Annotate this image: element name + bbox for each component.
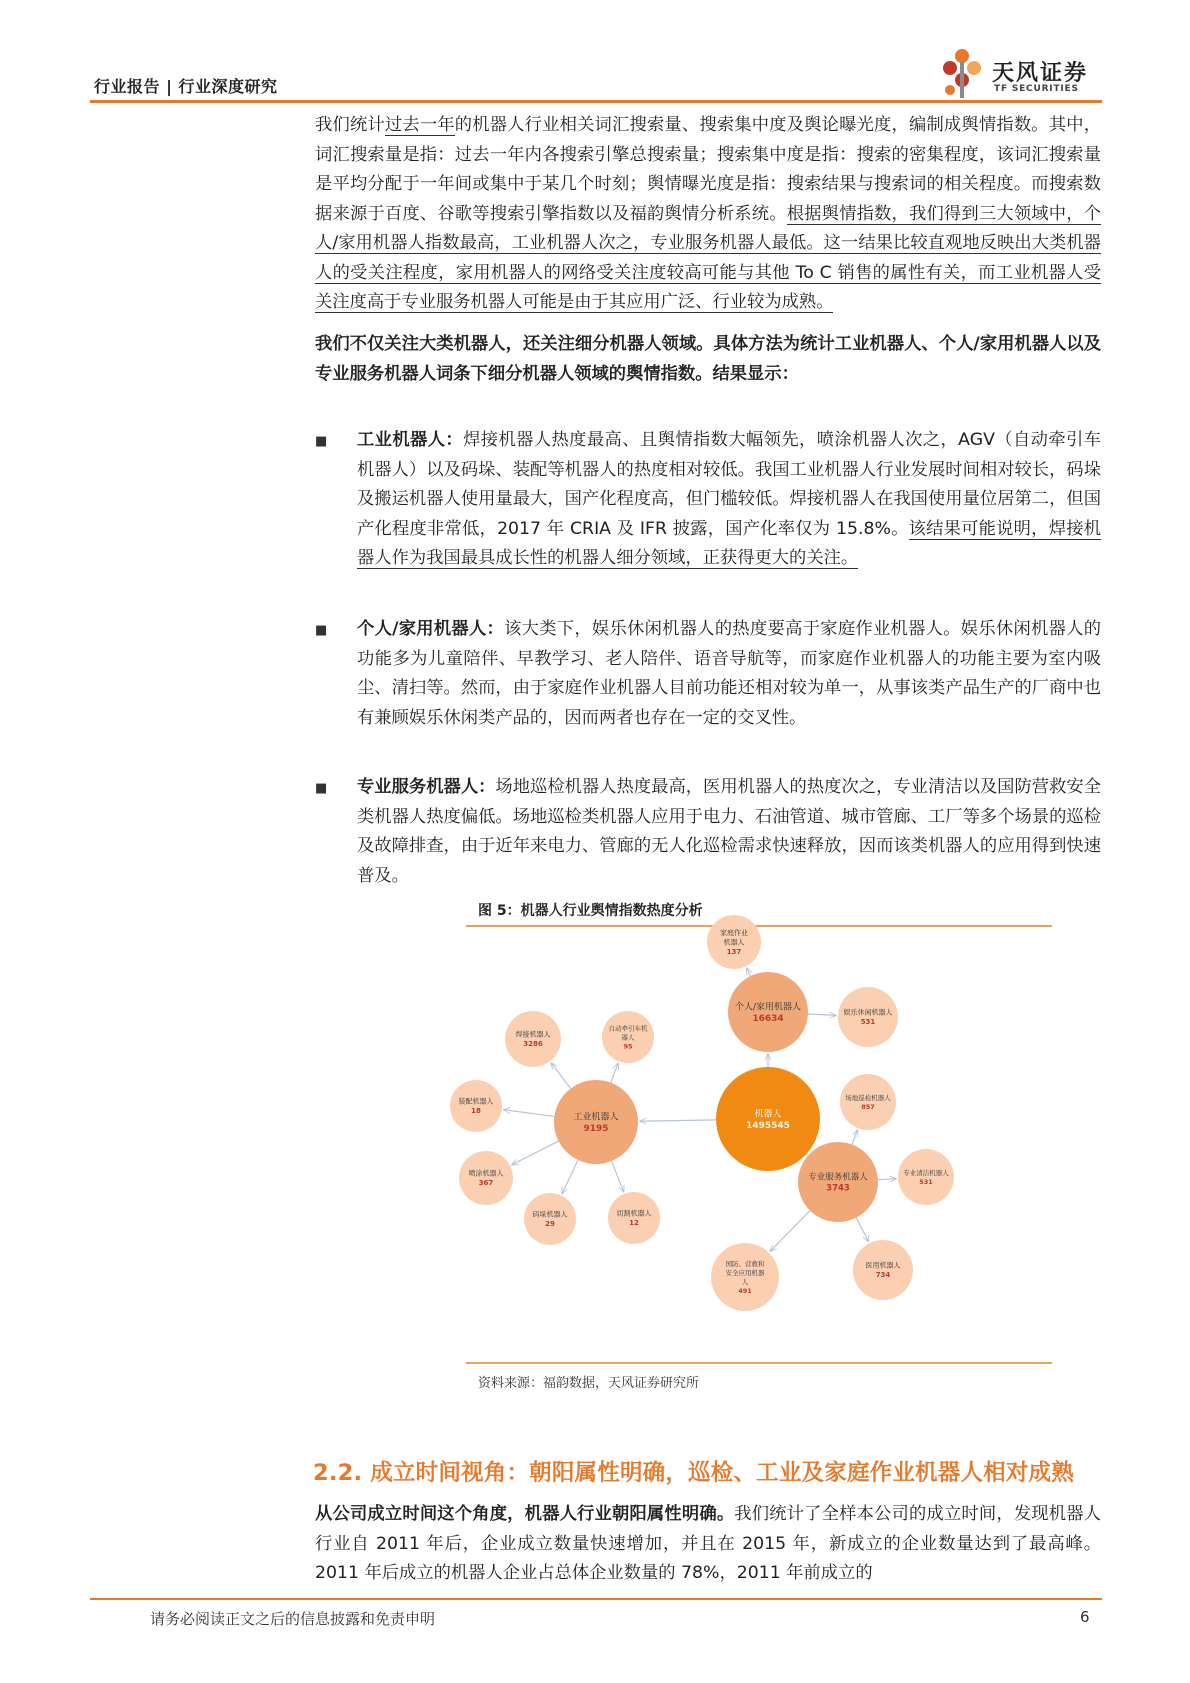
paragraph-subfield-intro: 我们不仅关注大类机器人，还关注细分机器人领域。具体方法为统计工业机器人、个人/家用机器人以及专业服务机器人词条下细分机器人领域的舆情指数。结果显示： xyxy=(315,334,1101,384)
bubble-weld xyxy=(505,1011,561,1067)
bubble-label: 专业清洁机器人 xyxy=(903,1168,949,1177)
bubble-label: 专业服务机器人 xyxy=(808,1172,868,1183)
bubble-value: 367 xyxy=(478,1179,494,1188)
bullet-industrial xyxy=(357,426,1101,574)
bullet-label: 专业服务机器人： xyxy=(357,777,496,797)
bubble-ind xyxy=(554,1080,638,1164)
footer-disclaimer: 请务必阅读正文之后的信息披露和免责申明 xyxy=(150,1610,436,1628)
bubble-label: 喷涂机器人 xyxy=(468,1169,504,1178)
figure-top-rule xyxy=(466,925,1052,927)
bullet-underlined-text: 该结果可能说明，焊接机器人作为我国最具成长性的机器人细分领域，正获得更大的关注。 xyxy=(357,518,1101,568)
bubble-value: 12 xyxy=(629,1219,639,1228)
figure-source: 资料来源：福韵数据，天风证券研究所 xyxy=(478,1376,700,1391)
bubble-svc xyxy=(798,1142,878,1222)
bubble-label: 工业机器人 xyxy=(573,1112,619,1123)
bubble-label: 个人/家用机器人 xyxy=(734,1002,802,1013)
bubble-med xyxy=(853,1240,913,1300)
bubble-value: 491 xyxy=(738,1286,752,1295)
company-logo xyxy=(940,48,1110,98)
bubble-value: 9195 xyxy=(583,1123,609,1134)
bubble-value: 3286 xyxy=(523,1040,543,1049)
edge-svc-patrol xyxy=(852,1130,857,1144)
bubble-label: 医用机器人 xyxy=(865,1261,901,1270)
bubble-value: 531 xyxy=(919,1177,933,1186)
para3-text: 我们统计了全样本公司的成立时间，发现机器人行业自 2011 年后，企业成立数量快速增加，并且在 2015 年，新成立的企业数量达到了最高峰。2011 年后成立的机器人企业占总体企业数量的 78%，2011 年前成立的 xyxy=(315,1504,1101,1583)
bubble-value: 1495545 xyxy=(746,1120,790,1131)
figure-bottom-rule xyxy=(466,1362,1052,1364)
bubble-stack xyxy=(524,1193,576,1245)
logo-text-cn: 天风证券 xyxy=(992,61,1089,86)
bullet-home xyxy=(357,615,1101,733)
bubble-circle xyxy=(838,987,898,1047)
bubble-circle xyxy=(853,1240,913,1300)
bubble-circle xyxy=(459,1151,513,1205)
para1-s2: 过去一年 xyxy=(384,115,455,135)
edge-ind-weld xyxy=(551,1063,570,1089)
section-heading: 2.2. 成立时间视角：朝阳属性明确，巡检、工业及家庭作业机器人相对成熟 xyxy=(313,1460,1074,1486)
bubble-value: 857 xyxy=(861,1102,875,1111)
bubble-label: 码垛机器人 xyxy=(532,1210,568,1219)
logo-text-en: TF SECURITIES xyxy=(994,84,1079,94)
edge-svc-clean xyxy=(878,1179,896,1180)
bullet-text: 该大类下，娱乐休闲机器人的热度要高于家庭作业机器人。娱乐休闲机器人的功能多为儿童陪伴、早教学习、老人陪伴、语音导航等，而家庭作业机器人的功能主要为室内吸尘、清扫等。然而，由于家庭作业机器人目前功能还相对较为单一，从事该类产品生产的厂商中也有兼顾娱乐休闲类产品的，因而两者也存在一定的交叉性。 xyxy=(357,619,1101,728)
bubble-agv xyxy=(602,1011,654,1063)
bullet-label: 工业机器人： xyxy=(357,430,464,450)
para1-s4: 根据舆情指数，我们得到三大领域中，个人/家用机器人指数最高，工业机器人次之，专业服务机器人最低。这一结果比较直观地反映出大类机器人的受关注程度，家用机器人的网络受关注度较高可能与其他 To C 销售的属性有关，而工业机器人受关注度高于专业服务机器人可能是由于其应用广泛、行业较为成熟。 xyxy=(315,203,1101,312)
bubble-circle xyxy=(608,1192,660,1244)
bubble-label: 安全应用机器 xyxy=(725,1268,765,1277)
figure-title: 图 5：机器人行业舆情指数热度分析 xyxy=(478,903,703,919)
bubble-label: 家庭作业 xyxy=(720,928,748,937)
bubble-label: 机器人 xyxy=(754,1109,782,1120)
edge-svc-med xyxy=(856,1218,868,1242)
bubble-value: 29 xyxy=(545,1220,555,1229)
footer-divider xyxy=(90,1598,1102,1600)
bubble-label: 装配机器人 xyxy=(458,1097,494,1106)
edge-svc-def xyxy=(770,1211,810,1252)
bubble-value: 95 xyxy=(623,1042,633,1051)
bubble-value: 531 xyxy=(860,1018,876,1027)
bubble-value: 734 xyxy=(875,1271,891,1280)
para1-s1: 我们统计 xyxy=(315,115,385,135)
bubble-value: 16634 xyxy=(752,1013,784,1024)
bubble-root xyxy=(716,1067,820,1171)
bullet-marker: ■ xyxy=(315,781,328,796)
bullet-text: 焊接机器人热度最高、且舆情指数大幅领先，喷涂机器人次之，AGV（自动牵引车机器人）以及码垛、装配等机器人的热度相对较低。我国工业机器人行业发展时间相对较长，码垛及搬运机器人使用量最大，国产化程度高，但门槛较低。焊接机器人在我国使用量位居第二，但国产化程度非常低，2017 年 CRIA 及 IFR 披露，国产化率仅为 15.8%。 xyxy=(357,430,1101,539)
tf-logo-icon xyxy=(940,46,990,98)
edge-ind-stack xyxy=(562,1160,578,1194)
bubble-label: 机器人 xyxy=(723,938,745,947)
edge-home-ent xyxy=(808,1014,836,1015)
bubble-asm xyxy=(450,1080,502,1132)
bubble-label: 焊接机器人 xyxy=(515,1030,551,1039)
bullet-service xyxy=(357,773,1101,891)
header-divider xyxy=(90,100,1102,103)
bubble-value: 3743 xyxy=(826,1183,850,1194)
para3-bold: 从公司成立时间这个角度，机器人行业朝阳属性明确。 xyxy=(315,1504,735,1524)
bubble-chart xyxy=(458,928,1052,1360)
bubble-label: 自动牵引车机 xyxy=(608,1024,648,1033)
bubble-circle xyxy=(505,1011,561,1067)
bubble-ent xyxy=(838,987,898,1047)
edge-ind-asm xyxy=(504,1110,555,1117)
bubble-label: 场地巡检机器人 xyxy=(845,1093,891,1102)
bubble-value: 137 xyxy=(726,947,742,956)
report-header-title: 行业报告 | 行业深度研究 xyxy=(94,77,278,96)
bubble-label: 人 xyxy=(741,1277,749,1286)
bubble-spray xyxy=(459,1151,513,1205)
paragraph-founding-time xyxy=(315,1500,1101,1589)
bullet-label: 个人/家用机器人： xyxy=(357,619,505,639)
edge-root-ind xyxy=(640,1120,716,1121)
bubble-home xyxy=(728,972,808,1052)
bubble-label: 娱乐休闲机器人 xyxy=(843,1008,893,1017)
bubble-label: 国防、营救和 xyxy=(725,1259,765,1268)
page-number: 6 xyxy=(1080,1608,1090,1626)
bubble-def xyxy=(711,1243,779,1311)
edge-ind-agv xyxy=(611,1063,618,1082)
bubble-chore xyxy=(707,915,761,969)
bubble-cut xyxy=(608,1192,660,1244)
paragraph-sentiment-index xyxy=(315,111,1101,318)
bubble-clean xyxy=(898,1149,954,1205)
edge-ind-spray xyxy=(512,1141,559,1165)
bullet-marker: ■ xyxy=(315,434,328,449)
bullet-text: 场地巡检机器人热度最高，医用机器人的热度次之，专业清洁以及国防营救安全类机器人热度偏低。场地巡检类机器人应用于电力、石油管道、城市管廊、工厂等多个场景的巡检及故障排查，由于近年来电力、管廊的无人化巡检需求快速释放，因而该类机器人的应用得到快速普及。 xyxy=(357,777,1101,886)
bubble-patrol xyxy=(840,1074,896,1130)
bubble-value: 18 xyxy=(471,1107,481,1116)
edge-home-chore xyxy=(747,968,751,976)
bubble-circle xyxy=(450,1080,502,1132)
bullet-marker: ■ xyxy=(315,623,328,638)
bubble-label: 器人 xyxy=(621,1033,635,1042)
para1-s3: 的机器人行业相关词汇搜索量、搜索集中度及舆论曝光度，编制成舆情指数。其中，词汇搜索量是指：过去一年内各搜索引擎总搜索量；搜索集中度是指：搜索的密集程度，该词汇搜索量是平均分配于一年间或集中于某几个时刻；舆情曝光度是指：搜索结果与搜索词的相关程度。而搜索数据来源于百度、谷歌等搜索引擎指数以及福韵舆情分析系统。 xyxy=(315,115,1101,224)
bubble-circle xyxy=(524,1193,576,1245)
edge-ind-cut xyxy=(611,1161,623,1192)
bubble-label: 切割机器人 xyxy=(616,1209,652,1218)
